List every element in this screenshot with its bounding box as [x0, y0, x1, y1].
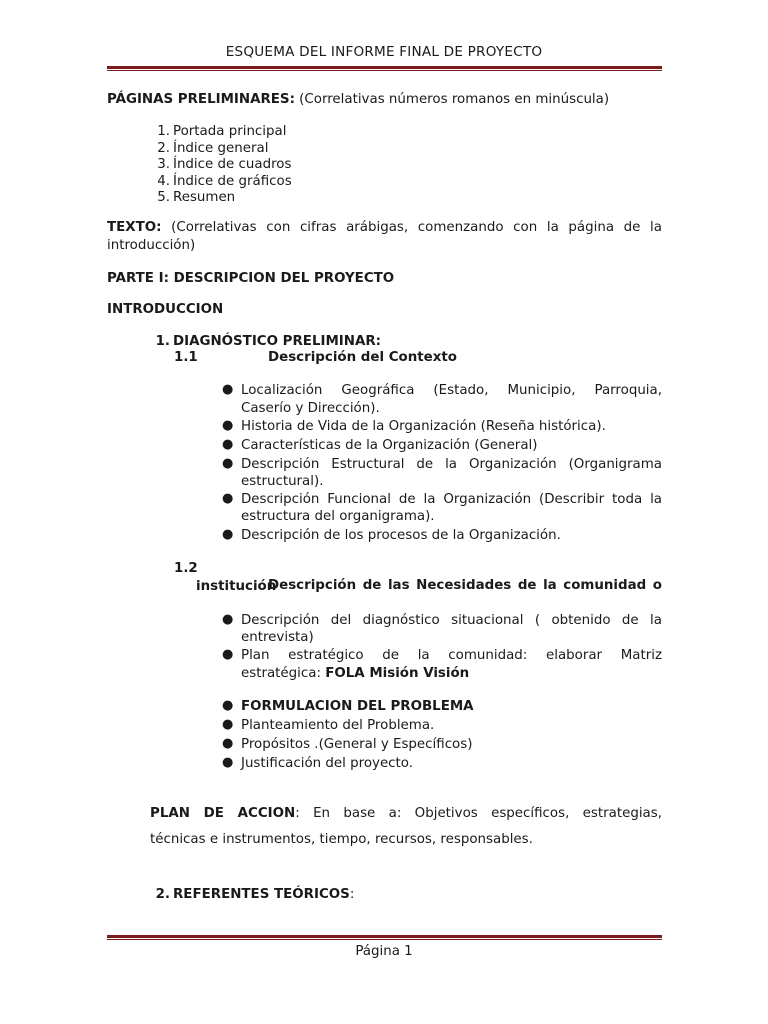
header-divider [107, 66, 662, 71]
footer-divider [107, 935, 662, 940]
plan-line-2: técnicas e instrumentos, tiempo, recursos, responsables. [150, 832, 533, 847]
texto-line-1: TEXTO: (Correlativas con cifras arábigas, comenzando con la página de la [107, 220, 662, 235]
plan-label: PLAN DE ACCION [150, 806, 296, 821]
list-item: FORMULACION DEL PROBLEMA [241, 699, 474, 714]
bullet-icon: ● [222, 437, 234, 452]
bullet-icon: ● [222, 698, 234, 713]
page-header-title: ESQUEMA DEL INFORME FINAL DE PROYECTO [225, 44, 543, 60]
list-item-cont: estructura del organigrama). [241, 509, 435, 524]
texto-line-2: introducción) [107, 238, 196, 253]
list-item-cont: estructural). [241, 474, 324, 489]
list-item: Características de la Organización (General) [241, 438, 538, 453]
list-item: Plan estratégico de la comunidad: elaborar Matriz [241, 648, 662, 663]
preliminares-note: (Correlativas números romanos en minúscula) [294, 92, 610, 107]
document-page: ESQUEMA DEL INFORME FINAL DE PROYECTO PÁGINAS PRELIMINARES: (Correlativas números romanos en minúscula) 1. Portada principal 2. Índice general 3. Índice de cuadros 4. Índice de gráficos 5. Resumen TEXTO: (Correlativas con cifras arábigas, comenzando con la página de la introducción) PARTE I: DESCRIPCION DEL PROYECTO INTRODUCCION 1. DIAGNÓSTICO PRELIMINAR: 1.1 Descripción del Contexto ● Localización Geográfica (Estado, Municipio, Parroquia, Caserío y Dirección). ● Historia de Vida de la Organización (Reseña histórica). ● Características de la Organización (General) ● Descripción Estructural de la Organización (Organigrama estructural). ● Descripción Funcional de la Organización (Describir toda la estructura del organigrama). ● Descripción de los procesos de la Organización. 1.2 Descripción de las Necesidades de la comunidad o institución ● Descripción del diagnóstico situacional ( obtenido de la entrevista) ● Plan estratégico de la comunidad: elaborar Matriz estratégica: FOLA Misión Visión ● FORMULACION DEL PROBLEMA ● Planteamiento del Problema. ● Propósitos .(General y Específicos) ● Justificación del proyecto. PLAN DE ACCION: En base a: Objetivos específicos, estrategias, técnicas e instrumentos, tiempo, recursos, responsables. 2. REFERENTES TEÓRICOS: Página 1 [0, 0, 768, 1024]
bullet-icon: ● [222, 736, 234, 751]
bullet-icon: ● [222, 717, 234, 732]
parte1-heading: PARTE I: DESCRIPCION DEL PROYECTO [107, 271, 395, 286]
bullet-icon: ● [222, 527, 234, 542]
list-item-cont: entrevista) [241, 630, 314, 645]
list-item: Descripción Funcional de la Organización (Describir toda la [241, 492, 662, 507]
bullet-icon: ● [222, 382, 234, 397]
list-item: Justificación del proyecto. [241, 756, 414, 771]
plan-line-1: PLAN DE ACCION: En base a: Objetivos específicos, estrategias, [150, 806, 662, 821]
list-item: Descripción de los procesos de la Organización. [241, 528, 561, 543]
subsection-1-2-heading-cont: institución [196, 579, 277, 594]
list-item: Historia de Vida de la Organización (Reseña histórica). [241, 419, 606, 434]
bullet-icon: ● [222, 456, 234, 471]
bullet-icon: ● [222, 755, 234, 770]
texto-label: TEXTO: [107, 220, 162, 235]
bullet-icon: ● [222, 418, 234, 433]
list-item: Descripción del diagnóstico situacional ( obtenido de la [241, 613, 662, 628]
subsection-1-2-heading: 1.2 Descripción de las Necesidades de la comunidad o [174, 561, 662, 593]
introduccion-heading: INTRODUCCION [107, 302, 224, 317]
page-number: Página 1 [355, 944, 413, 959]
list-item: Propósitos .(General y Específicos) [241, 737, 473, 752]
list-item-cont: estratégica: FOLA Misión Visión [241, 666, 470, 681]
subsection-1-1-heading: 1.1 Descripción del Contexto [174, 350, 458, 365]
bullet-icon: ● [222, 612, 234, 627]
list-item: Planteamiento del Problema. [241, 718, 435, 733]
preliminares-heading [107, 91, 609, 108]
bullet-icon: ● [222, 647, 234, 662]
list-item: Descripción Estructural de la Organización (Organigrama [241, 457, 662, 472]
bullet-icon: ● [222, 491, 234, 506]
list-item: Localización Geográfica (Estado, Municipio, Parroquia, [241, 383, 662, 398]
preliminares-label: PÁGINAS PRELIMINARES: [107, 92, 295, 107]
list-item-cont: Caserío y Dirección). [241, 401, 380, 416]
